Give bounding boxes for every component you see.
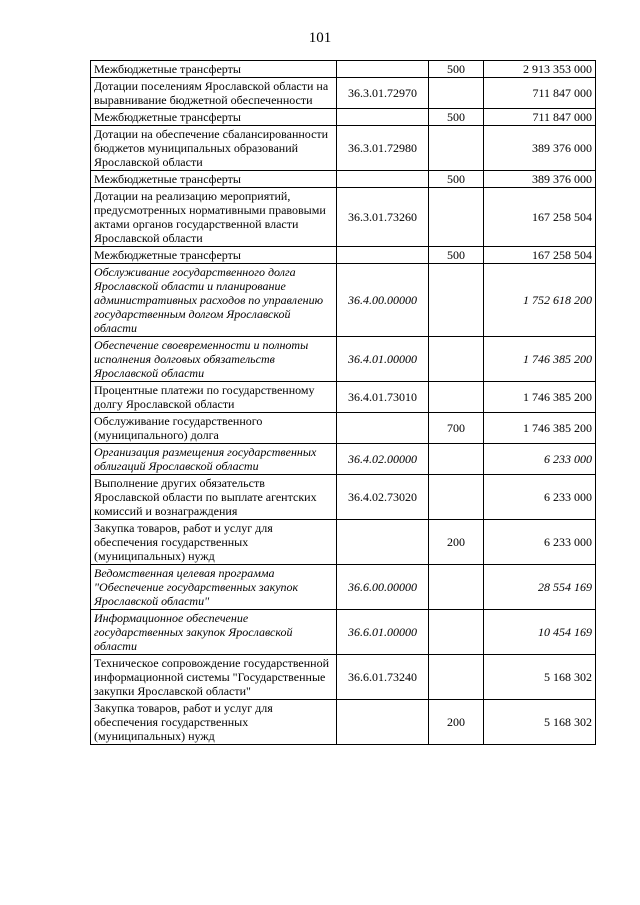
row-code-cell bbox=[337, 413, 429, 444]
row-code-cell: 36.4.02.73020 bbox=[337, 475, 429, 520]
row-type-cell bbox=[429, 655, 484, 700]
row-type-cell: 500 bbox=[429, 61, 484, 78]
row-sum-cell: 1 752 618 200 bbox=[484, 264, 596, 337]
row-code-cell: 36.6.00.00000 bbox=[337, 565, 429, 610]
row-sum-cell: 5 168 302 bbox=[484, 700, 596, 745]
table-row bbox=[91, 700, 596, 745]
budget-table bbox=[90, 60, 596, 745]
row-name-cell: Дотации поселениям Ярославской области на выравнивание бюджетной обеспеченности bbox=[91, 78, 337, 109]
table-row bbox=[91, 413, 596, 444]
row-name-cell: Межбюджетные трансферты bbox=[91, 247, 337, 264]
row-name-cell: Ведомственная целевая программа "Обеспечение государственных закупок Ярославской области" bbox=[91, 565, 337, 610]
row-type-cell bbox=[429, 337, 484, 382]
row-sum-cell: 1 746 385 200 bbox=[484, 337, 596, 382]
row-name-cell: Межбюджетные трансферты bbox=[91, 109, 337, 126]
row-name-cell: Закупка товаров, работ и услуг для обеспечения государственных (муниципальных) нужд bbox=[91, 520, 337, 565]
row-name-cell: Обслуживание государственного долга Ярославской области и планирование административных расходов по управлению государственным долгом Ярославской области bbox=[91, 264, 337, 337]
row-sum-cell: 6 233 000 bbox=[484, 520, 596, 565]
row-name-cell: Дотации на обеспечение сбалансированности бюджетов муниципальных образований Ярославской области bbox=[91, 126, 337, 171]
row-type-cell bbox=[429, 610, 484, 655]
row-sum-cell: 167 258 504 bbox=[484, 247, 596, 264]
table-row bbox=[91, 475, 596, 520]
row-sum-cell: 167 258 504 bbox=[484, 188, 596, 247]
table-row bbox=[91, 126, 596, 171]
table-row bbox=[91, 444, 596, 475]
row-code-cell: 36.4.00.00000 bbox=[337, 264, 429, 337]
row-code-cell: 36.3.01.73260 bbox=[337, 188, 429, 247]
row-code-cell bbox=[337, 61, 429, 78]
table-row bbox=[91, 109, 596, 126]
row-type-cell: 700 bbox=[429, 413, 484, 444]
row-type-cell bbox=[429, 188, 484, 247]
row-code-cell bbox=[337, 520, 429, 565]
row-code-cell: 36.3.01.72980 bbox=[337, 126, 429, 171]
row-type-cell bbox=[429, 126, 484, 171]
row-sum-cell: 711 847 000 bbox=[484, 78, 596, 109]
row-type-cell: 500 bbox=[429, 247, 484, 264]
row-type-cell: 200 bbox=[429, 520, 484, 565]
row-type-cell bbox=[429, 78, 484, 109]
row-type-cell: 500 bbox=[429, 171, 484, 188]
table-row bbox=[91, 565, 596, 610]
row-code-cell bbox=[337, 171, 429, 188]
row-code-cell bbox=[337, 700, 429, 745]
budget-table-body bbox=[91, 61, 596, 745]
row-sum-cell: 28 554 169 bbox=[484, 565, 596, 610]
row-name-cell: Закупка товаров, работ и услуг для обеспечения государственных (муниципальных) нужд bbox=[91, 700, 337, 745]
row-code-cell: 36.4.01.00000 bbox=[337, 337, 429, 382]
row-type-cell bbox=[429, 264, 484, 337]
row-sum-cell: 711 847 000 bbox=[484, 109, 596, 126]
row-type-cell bbox=[429, 475, 484, 520]
row-type-cell: 500 bbox=[429, 109, 484, 126]
row-sum-cell: 10 454 169 bbox=[484, 610, 596, 655]
row-sum-cell: 389 376 000 bbox=[484, 171, 596, 188]
row-code-cell: 36.6.01.73240 bbox=[337, 655, 429, 700]
row-name-cell: Выполнение других обязательств Ярославской области по выплате агентских комиссий и вознаграждения bbox=[91, 475, 337, 520]
row-code-cell: 36.4.02.00000 bbox=[337, 444, 429, 475]
row-code-cell: 36.6.01.00000 bbox=[337, 610, 429, 655]
table-row bbox=[91, 655, 596, 700]
table-row bbox=[91, 337, 596, 382]
row-sum-cell: 1 746 385 200 bbox=[484, 382, 596, 413]
table-row bbox=[91, 188, 596, 247]
row-sum-cell: 389 376 000 bbox=[484, 126, 596, 171]
row-code-cell: 36.4.01.73010 bbox=[337, 382, 429, 413]
row-name-cell: Межбюджетные трансферты bbox=[91, 171, 337, 188]
row-sum-cell: 6 233 000 bbox=[484, 475, 596, 520]
table-row bbox=[91, 78, 596, 109]
row-name-cell: Техническое сопровождение государственной информационной системы "Государственные закупки Ярославской области" bbox=[91, 655, 337, 700]
row-type-cell bbox=[429, 444, 484, 475]
row-code-cell bbox=[337, 247, 429, 264]
table-row bbox=[91, 382, 596, 413]
row-name-cell: Организация размещения государственных облигаций Ярославской области bbox=[91, 444, 337, 475]
row-sum-cell: 6 233 000 bbox=[484, 444, 596, 475]
row-name-cell: Процентные платежи по государственному долгу Ярославской области bbox=[91, 382, 337, 413]
row-sum-cell: 1 746 385 200 bbox=[484, 413, 596, 444]
row-type-cell bbox=[429, 382, 484, 413]
row-sum-cell: 5 168 302 bbox=[484, 655, 596, 700]
row-name-cell: Обслуживание государственного (муниципального) долга bbox=[91, 413, 337, 444]
row-name-cell: Межбюджетные трансферты bbox=[91, 61, 337, 78]
table-row bbox=[91, 61, 596, 78]
row-name-cell: Информационное обеспечение государственных закупок Ярославской области bbox=[91, 610, 337, 655]
row-name-cell: Обеспечение своевременности и полноты исполнения долговых обязательств Ярославской области bbox=[91, 337, 337, 382]
row-type-cell: 200 bbox=[429, 700, 484, 745]
row-sum-cell: 2 913 353 000 bbox=[484, 61, 596, 78]
table-row bbox=[91, 247, 596, 264]
row-type-cell bbox=[429, 565, 484, 610]
table-row bbox=[91, 264, 596, 337]
row-name-cell: Дотации на реализацию мероприятий, предусмотренных нормативными правовыми актами органов государственной власти Ярославской области bbox=[91, 188, 337, 247]
row-code-cell: 36.3.01.72970 bbox=[337, 78, 429, 109]
row-code-cell bbox=[337, 109, 429, 126]
page-number: 101 bbox=[308, 30, 332, 46]
table-row bbox=[91, 610, 596, 655]
table-row bbox=[91, 171, 596, 188]
table-row bbox=[91, 520, 596, 565]
